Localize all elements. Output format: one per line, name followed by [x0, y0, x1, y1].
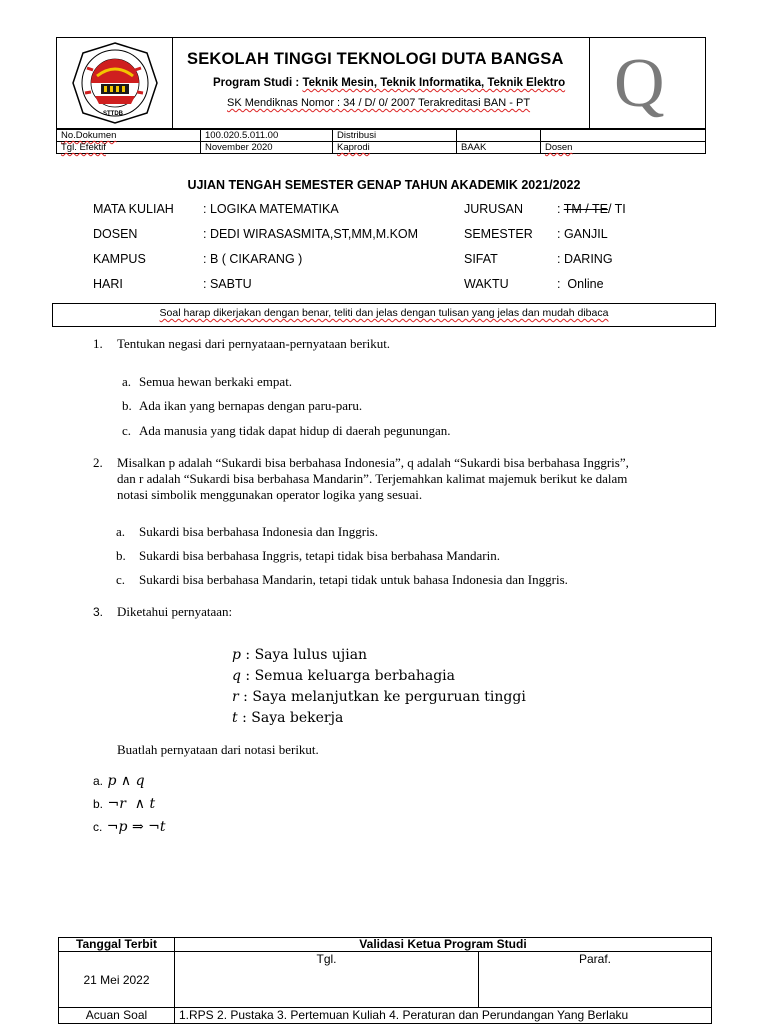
- statement-text: : Saya lulus ujian: [240, 647, 368, 663]
- question-text: Diketahui pernyataan:: [117, 604, 233, 619]
- question-text: Tentukan negasi dari pernyataan-pernyataan berikut.: [117, 336, 391, 351]
- info-value: : GANJIL: [557, 227, 608, 241]
- tgl-efektif-label: Tgl. Efektif: [57, 142, 201, 154]
- info-value: : DARING: [557, 252, 613, 266]
- table-row: [59, 952, 712, 1008]
- jurusan-suffix: / TI: [607, 202, 626, 216]
- item-letter: b.: [122, 398, 132, 413]
- statement-p: [232, 645, 572, 666]
- program-list: Teknik Mesin, Teknik Informatika, Teknik Elektro: [302, 77, 566, 89]
- info-label: JURUSAN: [464, 202, 524, 216]
- tgl-efektif-value: November 2020: [201, 142, 333, 154]
- jurusan-prefix: :: [557, 202, 564, 216]
- accreditation-line: SK Mendiknas Nomor : 34 / D/ 0/ 2007 Terakreditasi BAN - PT: [227, 97, 531, 109]
- notation-letter: c.: [93, 820, 103, 834]
- item-text: Sukardi bisa berbahasa Inggris, tetapi tidak bisa berbahasa Mandarin.: [139, 548, 500, 563]
- program-label: Program Studi :: [213, 77, 303, 89]
- info-value: : B ( CIKARANG ): [203, 252, 303, 266]
- footer-table: [58, 937, 712, 1024]
- item-text: Semua hewan berkaki empat.: [139, 374, 293, 389]
- statement-r: [232, 687, 572, 708]
- item-letter: a.: [122, 374, 132, 389]
- table-row: [57, 142, 706, 154]
- info-label: DOSEN: [93, 227, 138, 241]
- item-letter: b.: [116, 548, 126, 563]
- tanggal-terbit-label: Tanggal Terbit: [59, 938, 175, 952]
- statement-text: : Semua keluarga berbahagia: [240, 668, 456, 684]
- statement-q: [232, 666, 572, 687]
- dosen-label: Dosen: [541, 142, 706, 154]
- acuan-label: Acuan Soal: [59, 1008, 175, 1024]
- no-dokumen-label: No.Dokumen: [57, 130, 201, 142]
- tanggal-terbit-value: 21 Mei 2022: [59, 952, 175, 1008]
- notation-expr: ¬r ∧ t: [107, 796, 156, 812]
- item-text: Sukardi bisa berbahasa Indonesia dan Inggris.: [139, 524, 378, 539]
- question-number: 2.: [93, 455, 103, 470]
- kaprodi-label: Kaprodi: [333, 142, 457, 154]
- info-label: HARI: [93, 277, 123, 291]
- program-studi: [213, 77, 593, 89]
- notation-expr: ¬p ⇒ ¬t: [106, 819, 166, 835]
- info-label: SEMESTER: [464, 227, 533, 241]
- statement-text: : Saya melanjutkan ke perguruan tinggi: [238, 689, 526, 705]
- document-info-table: [56, 129, 706, 154]
- notation-a: [93, 772, 145, 790]
- item-text: Sukardi bisa berbahasa Mandarin, tetapi tidak untuk bahasa Indonesia dan Inggris.: [139, 572, 568, 587]
- jurusan-struck: TM / TE: [563, 202, 608, 216]
- item-letter: c.: [116, 572, 126, 587]
- statement-var: r: [232, 689, 239, 705]
- table-row: [57, 130, 706, 142]
- document-header: [56, 37, 706, 129]
- notice-text: Soal harap dikerjakan dengan benar, teliti dan jelas dengan tulisan yang jelas dan mudah dibaca: [159, 307, 609, 319]
- info-label: MATA KULIAH: [93, 202, 174, 216]
- statement-var: t: [232, 710, 238, 726]
- info-value: : SABTU: [203, 277, 252, 291]
- question-line: notasi simbolik menggunakan operator logika yang sesuai.: [117, 487, 423, 502]
- info-label: SIFAT: [464, 252, 498, 266]
- notation-letter: a.: [93, 774, 104, 788]
- empty-cell: [457, 130, 541, 142]
- info-value: : LOGIKA MATEMATIKA: [203, 202, 339, 216]
- no-dokumen-value: 100.020.5.011.00: [201, 130, 333, 142]
- distribusi-label: Distribusi: [333, 130, 457, 142]
- item-letter: c.: [122, 423, 132, 438]
- paraf-label: Paraf.: [479, 952, 712, 1008]
- statement-text: : Saya bekerja: [237, 710, 344, 726]
- item-letter: a.: [116, 524, 126, 539]
- question-number: 3.: [93, 605, 104, 619]
- validasi-label: Validasi Ketua Program Studi: [175, 938, 712, 952]
- statement-t: [232, 708, 572, 729]
- item-text: Ada ikan yang bernapas dengan paru-paru.: [139, 398, 363, 413]
- school-name: SEKOLAH TINGGI TEKNOLOGI DUTA BANGSA: [187, 50, 564, 68]
- statement-var: q: [232, 668, 241, 684]
- q-logo-cell: [589, 38, 705, 128]
- table-row: [59, 938, 712, 952]
- baak-label: BAAK: [457, 142, 541, 154]
- item-text: Ada manusia yang tidak dapat hidup di daerah pegunungan.: [139, 423, 451, 438]
- table-row: [59, 1008, 712, 1024]
- q3-instruction: Buatlah pernyataan dari notasi berikut.: [117, 742, 319, 757]
- notation-expr: p ∧ q: [107, 773, 145, 789]
- acuan-value: 1.RPS 2. Pustaka 3. Pertemuan Kuliah 4. Peraturan dan Perundangan Yang Berlaku: [175, 1008, 712, 1024]
- info-value: : Online: [557, 277, 604, 291]
- notice-box: [52, 303, 716, 327]
- notation-c: [93, 818, 165, 836]
- empty-cell: [541, 130, 706, 142]
- info-label: KAMPUS: [93, 252, 146, 266]
- q-letter: Q: [614, 45, 665, 122]
- info-value: [557, 202, 626, 216]
- info-label: WAKTU: [464, 277, 509, 291]
- question-number: 1.: [93, 336, 103, 351]
- tgl-label: Tgl.: [175, 952, 479, 1008]
- logo-caption: STTDB: [103, 111, 123, 117]
- logo-cell: [57, 38, 173, 128]
- question-line: Misalkan p adalah “Sukardi bisa berbahasa Indonesia”, q adalah “Sukardi bisa berbahasa Inggris”,: [117, 455, 629, 470]
- statement-list: [232, 645, 572, 729]
- question-line: dan r adalah “Sukardi bisa berbahasa Mandarin”. Terjemahkan kalimat majemuk berikut ke dalam: [117, 471, 628, 486]
- statement-var: p: [232, 647, 241, 663]
- notation-letter: b.: [93, 797, 104, 811]
- notation-b: [93, 795, 155, 813]
- info-value: : DEDI WIRASASMITA,ST,MM,M.KOM: [203, 227, 419, 241]
- exam-title: UJIAN TENGAH SEMESTER GENAP TAHUN AKADEMIK 2021/2022: [187, 178, 581, 192]
